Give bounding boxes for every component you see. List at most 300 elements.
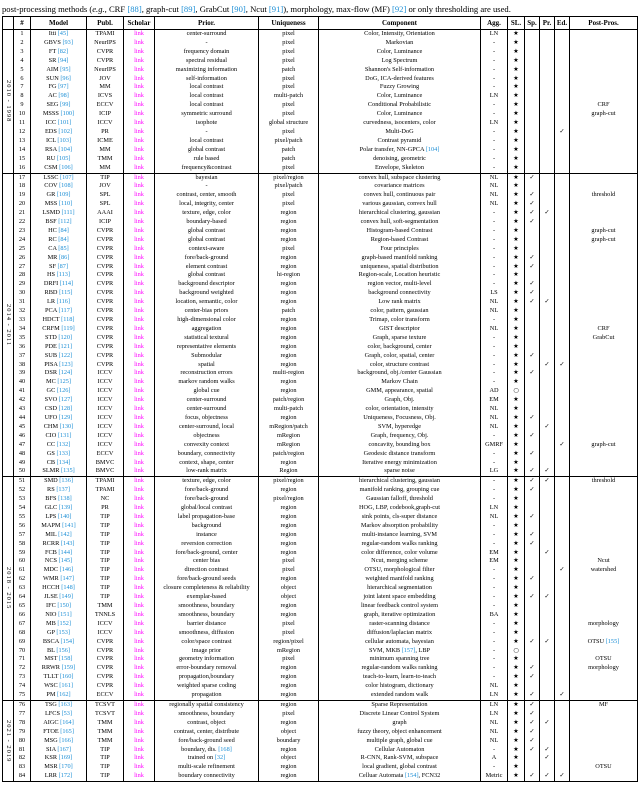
scholar-link[interactable]: link xyxy=(134,736,144,744)
citation-link[interactable]: [117] xyxy=(58,307,72,315)
scholar-link[interactable]: link xyxy=(134,413,144,421)
scholar-link[interactable]: link xyxy=(134,440,144,448)
citation-link[interactable]: [102] xyxy=(58,127,73,135)
ed-check xyxy=(555,119,570,128)
table-row xyxy=(3,369,638,378)
scholar-link[interactable]: link xyxy=(134,369,144,377)
scholar-link[interactable]: link xyxy=(134,136,144,144)
sp-check xyxy=(525,361,540,370)
citation-link[interactable]: [142] xyxy=(58,530,72,538)
supervision-mark: ★ xyxy=(508,710,525,719)
pr-check: ✓ xyxy=(540,772,555,781)
citation-link[interactable]: [138] xyxy=(58,495,72,503)
ed-check xyxy=(555,155,570,164)
citation-link[interactable]: [111] xyxy=(61,209,75,217)
citation-link[interactable]: [108] xyxy=(59,182,73,190)
citation-link[interactable]: [128] xyxy=(58,405,73,413)
publication: JOV xyxy=(87,182,124,191)
scholar-link[interactable]: link xyxy=(134,289,144,297)
citation-link[interactable]: [113] xyxy=(56,271,71,279)
scholar-link[interactable]: link xyxy=(134,530,144,538)
supervision-mark: ★ xyxy=(508,254,525,263)
citation-link[interactable]: [137] xyxy=(56,486,70,494)
citation-link[interactable]: [152] xyxy=(57,619,71,627)
scholar-link[interactable]: link xyxy=(134,396,144,404)
scholar-link[interactable]: link xyxy=(134,74,144,82)
scholar-link[interactable]: link xyxy=(134,191,144,199)
citation-link[interactable]: [94] xyxy=(57,56,69,64)
citation-link[interactable]: [156] xyxy=(56,646,71,654)
pr-check xyxy=(540,531,555,540)
citation-link[interactable]: [160] xyxy=(59,673,74,681)
scholar-link[interactable]: link xyxy=(134,173,144,181)
citation-link[interactable]: [170] xyxy=(59,763,73,771)
aggregation-cell: LN xyxy=(481,30,508,39)
prior-cell: Submodular xyxy=(155,352,259,361)
supervision-mark: ★ xyxy=(508,611,525,620)
citation-link[interactable]: [169] xyxy=(58,754,73,762)
aggregation-cell: NL xyxy=(481,173,508,182)
prior-cell: local contrast xyxy=(155,83,259,92)
model-name: PDE [121] xyxy=(31,343,87,352)
citation-link[interactable]: [87] xyxy=(57,262,69,270)
pr-check xyxy=(540,737,555,746)
scholar-link[interactable]: link xyxy=(134,449,144,457)
ed-check xyxy=(555,75,570,84)
scholar-link[interactable]: link xyxy=(134,280,144,288)
citation-link[interactable]: [165] xyxy=(60,727,74,735)
citation-link[interactable]: [148] xyxy=(61,584,75,592)
citation-link[interactable]: [153] xyxy=(56,628,71,636)
citation-link[interactable]: [123] xyxy=(59,360,73,368)
scholar-link[interactable]: link xyxy=(134,119,144,127)
scholar-link[interactable]: link xyxy=(134,718,144,726)
citation-link[interactable]: [122] xyxy=(58,351,73,359)
ed-check xyxy=(555,83,570,92)
scholar-cell xyxy=(124,700,155,709)
citation-link[interactable]: [119] xyxy=(61,324,75,332)
citation-link[interactable]: [82] xyxy=(57,47,69,55)
citation-link[interactable]: [115] xyxy=(59,289,73,297)
component-cell: color, pattern, gaussian xyxy=(319,307,481,316)
model-name: TLLT [160] xyxy=(31,673,87,682)
component-cell: color histogram, dictionary xyxy=(319,682,481,691)
citation-link[interactable]: [86] xyxy=(58,253,70,261)
prior-cell: contrast, object xyxy=(155,719,259,728)
component-cell: SVM, hyperedge xyxy=(319,423,481,432)
pr-check xyxy=(540,728,555,737)
citation-link[interactable]: [85] xyxy=(58,244,69,252)
supervision-mark: ★ xyxy=(508,378,525,387)
scholar-link[interactable]: link xyxy=(134,646,144,654)
model-name: AIM [95] xyxy=(31,66,87,75)
scholar-link[interactable]: link xyxy=(134,244,144,252)
citation-link[interactable]: [88] xyxy=(127,4,142,14)
citation-link[interactable]: [132] xyxy=(56,440,71,448)
citation-link[interactable]: [124] xyxy=(58,369,73,377)
citation-link[interactable]: [135] xyxy=(61,467,75,475)
citation-link[interactable]: [45] xyxy=(57,30,69,37)
citation-link[interactable]: [106] xyxy=(59,163,73,171)
citation-link[interactable]: [103] xyxy=(57,136,72,144)
aggregation-cell: - xyxy=(481,75,508,84)
scholar-link[interactable]: link xyxy=(134,655,144,663)
ed-check xyxy=(555,173,570,182)
prior-cell: closure completeness & reliability xyxy=(155,584,259,593)
scholar-link[interactable]: link xyxy=(134,422,144,430)
post-processing-cell xyxy=(570,531,638,540)
citation-link[interactable]: [166] xyxy=(59,736,73,744)
citation-link[interactable]: [104] xyxy=(58,145,73,153)
pr-check xyxy=(540,164,555,173)
scholar-link[interactable]: link xyxy=(134,521,144,529)
scholar-link[interactable]: link xyxy=(134,431,144,439)
aggregation-cell: NL xyxy=(481,719,508,728)
publication: ICCV xyxy=(87,414,124,423)
citation-link[interactable]: [125] xyxy=(57,378,71,386)
uniqueness-cell: pixel xyxy=(259,48,319,57)
pr-check xyxy=(540,522,555,531)
component-cell: Fuzzy Growing xyxy=(319,83,481,92)
citation-link[interactable]: [121] xyxy=(58,342,73,350)
scholar-link[interactable]: link xyxy=(134,218,144,226)
scholar-link[interactable]: link xyxy=(134,458,144,466)
sp-check xyxy=(525,647,540,656)
citation-link[interactable]: [91] xyxy=(268,4,284,14)
prior-cell: global contrast xyxy=(155,236,259,245)
citation-link[interactable]: [98] xyxy=(58,92,69,100)
scholar-link[interactable]: link xyxy=(134,557,144,565)
model-name: EDS [102] xyxy=(31,128,87,137)
prior-cell: contrast, center, distribute xyxy=(155,728,259,737)
scholar-link[interactable]: link xyxy=(134,127,144,135)
prior-cell: location, semantic, color xyxy=(155,298,259,307)
sp-check: ✓ xyxy=(525,728,540,737)
uniqueness-cell: region xyxy=(259,540,319,549)
scholar-link[interactable]: link xyxy=(134,342,144,350)
ed-check: ✓ xyxy=(555,361,570,370)
scholar-link[interactable]: link xyxy=(134,610,144,618)
scholar-link[interactable]: link xyxy=(134,566,144,574)
component-cell: Uniqueness, Focusness, Obj. xyxy=(319,414,481,423)
component-cell: Color, Luminance xyxy=(319,48,481,57)
ed-check: ✓ xyxy=(555,128,570,137)
sp-check xyxy=(525,83,540,92)
supervision-mark: ○ xyxy=(508,647,525,656)
sp-check xyxy=(525,754,540,763)
scholar-link[interactable]: link xyxy=(134,745,144,753)
citation-link[interactable]: [116] xyxy=(56,298,71,306)
scholar-cell xyxy=(124,298,155,307)
scholar-link[interactable]: link xyxy=(134,495,144,503)
citation-link[interactable]: [158] xyxy=(58,655,73,663)
scholar-link[interactable]: link xyxy=(134,637,144,645)
scholar-link[interactable]: link xyxy=(134,200,144,208)
scholar-link[interactable]: link xyxy=(134,619,144,627)
model-name: LR [116] xyxy=(31,298,87,307)
component-cell: background connectivity xyxy=(319,289,481,298)
citation-link[interactable]: [32] xyxy=(214,754,226,762)
pr-check: ✓ xyxy=(540,719,555,728)
ed-check xyxy=(555,620,570,629)
pr-check xyxy=(540,245,555,254)
supervision-mark: ★ xyxy=(508,39,525,48)
scholar-link[interactable]: link xyxy=(134,324,144,332)
uniqueness-cell: object xyxy=(259,728,319,737)
component-cell: GMM, appearance, spatial xyxy=(319,387,481,396)
citation-link[interactable]: [172] xyxy=(58,772,73,780)
scholar-link[interactable]: link xyxy=(134,92,144,100)
scholar-link[interactable]: link xyxy=(134,602,144,609)
citation-link[interactable]: [84] xyxy=(58,226,69,234)
scholar-link[interactable]: link xyxy=(134,548,144,556)
scholar-link[interactable]: link xyxy=(134,47,144,55)
table-row xyxy=(3,611,638,620)
citation-link[interactable]: [84] xyxy=(58,235,69,243)
citation-link[interactable]: [129] xyxy=(58,413,73,421)
row-number: 77 xyxy=(14,710,31,719)
scholar-link[interactable]: link xyxy=(134,83,144,91)
citation-link[interactable]: [96] xyxy=(60,74,71,82)
citation-link[interactable]: [144] xyxy=(58,548,73,556)
citation-link[interactable]: [104] xyxy=(425,145,440,153)
citation-link[interactable]: [118] xyxy=(61,316,75,323)
scholar-cell xyxy=(124,110,155,119)
citation-link[interactable]: [134] xyxy=(56,458,71,466)
citation-link[interactable]: [133] xyxy=(56,449,71,457)
citation-link[interactable]: [92] xyxy=(392,4,407,14)
aggregation-cell: - xyxy=(481,39,508,48)
scholar-link[interactable]: link xyxy=(134,709,144,717)
scholar-link[interactable]: link xyxy=(134,209,144,217)
citation-link[interactable]: [53] xyxy=(61,709,73,717)
scholar-link[interactable]: link xyxy=(134,262,144,270)
model-name: CHM [130] xyxy=(31,423,87,432)
uniqueness-cell: region xyxy=(259,531,319,540)
table-row xyxy=(3,620,638,629)
citation-link[interactable]: [149] xyxy=(59,593,73,601)
citation-link[interactable]: [100] xyxy=(60,110,75,118)
scholar-link[interactable]: link xyxy=(134,65,144,73)
model-name: MR [86] xyxy=(31,254,87,263)
scholar-link[interactable]: link xyxy=(134,467,144,475)
citation-link[interactable]: [154] xyxy=(60,637,75,645)
model-name: GC [126] xyxy=(31,387,87,396)
citation-link[interactable]: [97] xyxy=(58,83,69,91)
publication: TIP xyxy=(87,173,124,182)
table-row xyxy=(3,48,638,57)
scholar-link[interactable]: link xyxy=(134,700,144,708)
scholar-link[interactable]: link xyxy=(134,584,144,592)
model-name: BFS [138] xyxy=(31,495,87,504)
scholar-link[interactable]: link xyxy=(134,298,144,306)
aggregation-cell: - xyxy=(481,271,508,280)
scholar-link[interactable]: link xyxy=(134,405,144,413)
citation-link[interactable]: [109] xyxy=(56,191,71,199)
citation-link[interactable]: [105] xyxy=(56,154,71,162)
citation-link[interactable]: [139] xyxy=(58,504,73,512)
scholar-link[interactable]: link xyxy=(134,145,144,153)
citation-link[interactable]: [120] xyxy=(58,333,73,341)
col-header-post-pros: Post-Pros. xyxy=(570,17,638,30)
post-processing-cell: CRF xyxy=(570,101,638,110)
citation-link[interactable]: [114] xyxy=(59,280,74,288)
citation-link[interactable]: [101] xyxy=(57,119,72,127)
scholar-link[interactable]: link xyxy=(134,351,144,359)
citation-link[interactable]: [110] xyxy=(58,200,73,208)
uniqueness-cell: object xyxy=(259,754,319,763)
sp-check: ✓ xyxy=(525,593,540,602)
scholar-link[interactable]: link xyxy=(134,754,144,762)
citation-link[interactable]: [157] xyxy=(401,646,416,654)
citation-link[interactable]: [141] xyxy=(62,521,76,529)
citation-link[interactable]: [130] xyxy=(59,422,74,430)
citation-link[interactable]: [162] xyxy=(57,691,71,699)
table-row xyxy=(3,602,638,611)
scholar-link[interactable]: link xyxy=(134,271,144,279)
table-row xyxy=(3,396,638,405)
uniqueness-cell: global structure xyxy=(259,119,319,128)
component-cell: denoising, geometric xyxy=(319,155,481,164)
aggregation-cell: - xyxy=(481,746,508,755)
scholar-link[interactable]: link xyxy=(134,691,144,699)
citation-link[interactable]: [145] xyxy=(58,557,73,565)
table-row xyxy=(3,763,638,772)
table-row xyxy=(3,728,638,737)
scholar-link[interactable]: link xyxy=(134,539,144,547)
citation-link[interactable]: [131] xyxy=(57,431,72,439)
scholar-link[interactable]: link xyxy=(134,253,144,261)
citation-link[interactable]: [127] xyxy=(58,396,73,404)
citation-link[interactable]: [95] xyxy=(60,65,71,73)
scholar-link[interactable]: link xyxy=(134,512,144,520)
citation-link[interactable]: [163] xyxy=(58,700,73,708)
sp-check: ✓ xyxy=(525,477,540,486)
col-header-pr: Pr. xyxy=(540,17,555,30)
citation-link[interactable]: [147] xyxy=(60,575,74,583)
publication: ECCV xyxy=(87,450,124,459)
supervision-mark: ★ xyxy=(508,316,525,325)
citation-link[interactable]: [154] xyxy=(404,772,419,780)
scholar-link[interactable]: link xyxy=(134,182,144,190)
model-name: DSR [124] xyxy=(31,369,87,378)
citation-link[interactable]: [159] xyxy=(61,664,76,672)
scholar-link[interactable]: link xyxy=(134,101,144,109)
scholar-link[interactable]: link xyxy=(134,316,144,323)
scholar-link[interactable]: link xyxy=(134,333,144,341)
uniqueness-cell: object xyxy=(259,593,319,602)
pr-check xyxy=(540,441,555,450)
scholar-link[interactable]: link xyxy=(134,673,144,681)
model-name: CSM [106] xyxy=(31,164,87,173)
scholar-link[interactable]: link xyxy=(134,235,144,243)
scholar-link[interactable]: link xyxy=(134,110,144,118)
scholar-link[interactable]: link xyxy=(134,682,144,690)
component-cell: graph, iterative optimization xyxy=(319,611,481,620)
table-row xyxy=(3,531,638,540)
aggregation-cell: - xyxy=(481,531,508,540)
scholar-link[interactable]: link xyxy=(134,154,144,162)
scholar-link[interactable]: link xyxy=(134,477,144,485)
scholar-link[interactable]: link xyxy=(134,30,144,37)
scholar-link[interactable]: link xyxy=(134,56,144,64)
ed-check xyxy=(555,682,570,691)
citation-link[interactable]: [112] xyxy=(58,218,72,226)
citation-link[interactable]: [93] xyxy=(62,38,73,46)
uniqueness-cell: region xyxy=(259,486,319,495)
scholar-link[interactable]: link xyxy=(134,628,144,636)
citation-link[interactable]: [168] xyxy=(218,745,232,753)
scholar-link[interactable]: link xyxy=(134,664,144,672)
citation-link[interactable]: [99] xyxy=(59,101,71,109)
citation-link[interactable]: [161] xyxy=(59,682,73,690)
publication: TCSVT xyxy=(87,710,124,719)
citation-link[interactable]: [140] xyxy=(57,512,72,520)
citation-link[interactable]: [146] xyxy=(59,566,74,574)
citation-link[interactable]: [107] xyxy=(59,173,74,181)
model-name: AC [98] xyxy=(31,92,87,101)
sp-check xyxy=(525,584,540,593)
aggregation-cell: LN xyxy=(481,119,508,128)
scholar-link[interactable]: link xyxy=(134,504,144,512)
citation-link[interactable]: [155] xyxy=(605,637,620,645)
publication: ICCV xyxy=(87,620,124,629)
scholar-link[interactable]: link xyxy=(134,387,144,395)
scholar-link[interactable]: link xyxy=(134,378,144,386)
row-number: 54 xyxy=(14,504,31,513)
sp-check xyxy=(525,48,540,57)
component-cell: Trimap, color transform xyxy=(319,316,481,325)
scholar-link[interactable]: link xyxy=(134,360,144,368)
citation-link[interactable]: [143] xyxy=(60,539,75,547)
scholar-link[interactable]: link xyxy=(134,727,144,735)
uniqueness-cell: region xyxy=(259,316,319,325)
ed-check xyxy=(555,209,570,218)
component-cell: Low rank matrix xyxy=(319,298,481,307)
uniqueness-cell: region xyxy=(259,459,319,468)
citation-link[interactable]: [167] xyxy=(57,745,71,753)
scholar-link[interactable]: link xyxy=(134,486,144,494)
scholar-link[interactable]: link xyxy=(134,307,144,315)
scholar-link[interactable]: link xyxy=(134,226,144,234)
pr-check xyxy=(540,620,555,629)
row-number: 26 xyxy=(14,254,31,263)
publication: CVPR xyxy=(87,325,124,334)
table-row xyxy=(3,441,638,450)
scholar-link[interactable]: link xyxy=(134,163,144,171)
component-cell: GIST descriptor xyxy=(319,325,481,334)
citation-link[interactable]: [151] xyxy=(58,610,72,618)
citation-link[interactable]: [136] xyxy=(59,477,73,485)
scholar-cell xyxy=(124,280,155,289)
post-processing-cell xyxy=(570,343,638,352)
scholar-link[interactable]: link xyxy=(134,38,144,46)
scholar-link[interactable]: link xyxy=(134,772,144,780)
scholar-link[interactable]: link xyxy=(134,593,144,601)
uniqueness-cell: multi-patch xyxy=(259,92,319,101)
citation-link[interactable]: [150] xyxy=(57,602,71,609)
citation-link[interactable]: [89] xyxy=(181,4,196,14)
scholar-cell xyxy=(124,155,155,164)
scholar-link[interactable]: link xyxy=(134,575,144,583)
scholar-cell xyxy=(124,441,155,450)
table-row xyxy=(3,83,638,92)
citation-link[interactable]: [90] xyxy=(231,4,246,14)
citation-link[interactable]: [126] xyxy=(56,387,71,395)
post-processing-cell: morphology xyxy=(570,620,638,629)
citation-link[interactable]: [164] xyxy=(60,718,74,726)
scholar-link[interactable]: link xyxy=(134,763,144,771)
